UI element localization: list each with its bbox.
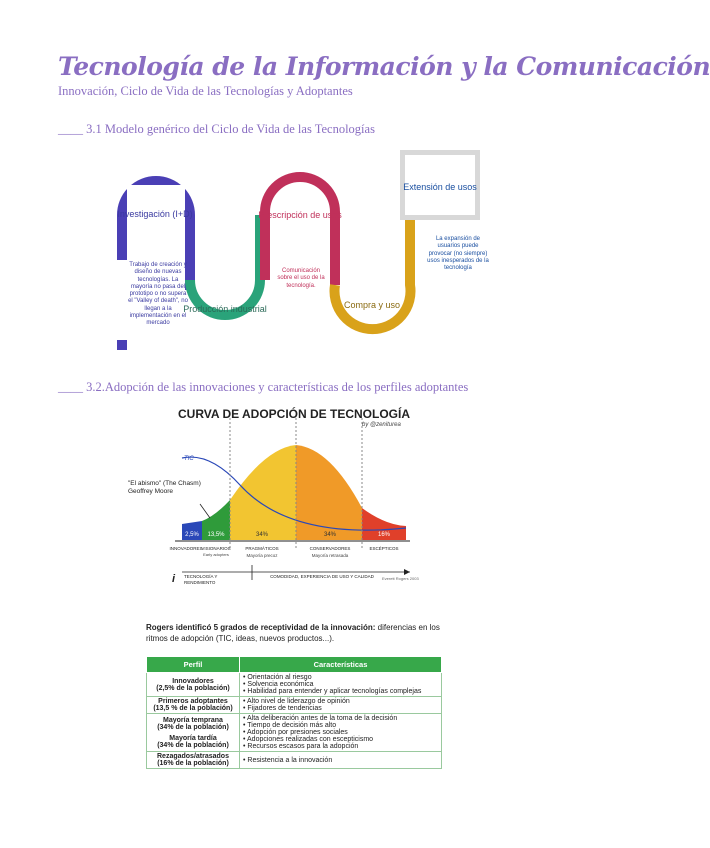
axis-i-marker: i — [172, 573, 176, 585]
stage-label-investigacion: Investigación (I+D) — [117, 209, 193, 219]
adopter-profile-table — [146, 656, 442, 769]
tic-label: TIC — [184, 456, 194, 462]
profile-cell — [147, 673, 240, 697]
trait: • Recursos escasos para la adopción — [243, 743, 359, 750]
trait: • Resistencia a la innovación — [243, 756, 333, 764]
stage-label-compra: Compra y uso — [343, 300, 401, 310]
adoption-curve-chart — [0, 400, 600, 600]
profile-share: (2,5% de la población) — [156, 684, 230, 692]
table-row — [147, 752, 442, 769]
segment-sub-visionarios: Early adopters — [203, 552, 229, 557]
section-heading-adoption: ____ 3.2.Adopción de las innovaciones y características de los perfiles adoptantes — [58, 380, 469, 394]
rogers-intro — [146, 622, 446, 644]
axis-note-technology: TECNOLOGÍA Y RENDIMIENTO — [184, 574, 218, 585]
segment-conservadores — [296, 445, 362, 540]
profile-share: (13,5 % de la población) — [153, 705, 233, 712]
stage-compra — [335, 215, 411, 329]
traits-cell — [240, 714, 442, 752]
stage-desc-extension: La expansión de usuarios puede provocar (no siempre) usos inesperados de la tecnología — [427, 236, 489, 272]
axis-note-comfort: COMODIDAD, EXPERIENCIA DE USO Y CALIDAD — [270, 574, 374, 579]
chart-signature: by @zeniturea — [362, 422, 401, 428]
table-row — [147, 714, 442, 752]
lifecycle-diagram — [0, 140, 600, 360]
profile-share: (34% de la población) — [157, 741, 229, 749]
page-title: Tecnología de la Información y la Comunicación — [58, 52, 710, 81]
rogers-intro-bold: Rogers identificó 5 grados de receptividad de la innovación: — [146, 623, 376, 632]
segment-name-conservadores: CONSERVADORES — [309, 546, 351, 551]
chart-title: CURVA DE ADOPCIÓN DE TECNOLOGÍA — [178, 407, 411, 421]
stage-label-extension: Extensión de usos — [403, 182, 477, 192]
table-row — [147, 673, 442, 697]
chart-source: Everett Rogers 2003 — [382, 576, 419, 581]
segment-name-innovadores: INNOVADORES — [169, 546, 203, 551]
stage-desc-investigacion: Trabajo de creación y diseño de nuevas tecnologías. La mayoría no pasa del prototipo o no supera el "Valley of death", no llegan a la implementación en el mercado — [128, 262, 188, 327]
trait: • Solvencia económica — [243, 681, 314, 688]
segment-name-pragmaticos: PRAGMÁTICOS — [245, 546, 279, 551]
segment-pct-conservadores: 34% — [323, 532, 337, 538]
profile-name: Mayoría tardía — [169, 734, 217, 742]
rogers-intro-rest: diferencias en los ritmos de adopción (TIC, ideas, nuevos productos...). — [146, 623, 440, 643]
trait: • Orientación al riesgo — [243, 674, 312, 681]
table-header-traits: Características — [240, 657, 442, 673]
profile-name: Primeros adoptantes — [158, 698, 228, 705]
stage-desc-prescripcion: Comunicación sobre el uso de la tecnología. — [277, 268, 325, 289]
trait: • Habilidad para entender y aplicar tecnologías complejas — [243, 688, 422, 695]
adopter-profile-table-wrapper — [146, 656, 442, 769]
profile-name: Mayoría temprana — [163, 716, 223, 724]
trait: • Adopción por presiones sociales — [243, 729, 348, 736]
stage-label-produccion: Producción industrial — [183, 304, 267, 314]
trait: • Tiempo de decisión más alto — [243, 722, 337, 729]
table-row — [147, 697, 442, 714]
segment-pct-innovadores: 2,5% — [185, 532, 199, 538]
profile-cell — [147, 752, 240, 769]
traits-cell — [240, 673, 442, 697]
segment-sub-conservadores: Mayoría retrasada — [311, 553, 349, 558]
profile-share: (34% de la población) — [157, 723, 229, 731]
segment-pct-pragmaticos: 34% — [255, 532, 269, 538]
trait: • Alto nivel de liderazgo de opinión — [243, 698, 350, 705]
chasm-label: "El abismo" (The Chasm) Geoffrey Moore — [128, 480, 201, 495]
segment-pragmaticos — [230, 445, 296, 540]
segment-name-visionarios: VISIONARIOS — [201, 546, 231, 551]
traits-cell — [240, 752, 442, 769]
segment-name-escepticos: ESCÉPTICOS — [369, 546, 399, 551]
trait: • Alta deliberación antes de la toma de la decisión — [243, 715, 398, 722]
table-header-profile: Perfil — [147, 657, 240, 673]
stage-produccion — [183, 215, 267, 315]
profile-cell — [147, 697, 240, 714]
segment-sub-pragmaticos: Mayoría precoz — [246, 553, 278, 558]
stage-investigacion — [112, 181, 193, 350]
section-heading-lifecycle: ____ 3.1 Modelo genérico del Ciclo de Vida de las Tecnologías — [58, 122, 375, 136]
profile-cell — [147, 714, 240, 752]
page-subtitle: Innovación, Ciclo de Vida de las Tecnologías y Adoptantes — [58, 84, 353, 98]
profile-name: Innovadores — [172, 677, 214, 685]
segment-pct-escepticos: 16% — [377, 532, 391, 538]
segment-pct-visionarios: 13,5% — [207, 532, 225, 538]
traits-cell — [240, 697, 442, 714]
profile-share: (16% de la población) — [157, 760, 229, 767]
stage-label-prescripcion: Prescripción de usos — [258, 210, 342, 220]
profile-name: Rezagados/atrasados — [157, 753, 229, 760]
trait: • Fijadores de tendencias — [243, 705, 322, 712]
trait: • Adopciones realizadas con escepticismo — [243, 736, 374, 743]
